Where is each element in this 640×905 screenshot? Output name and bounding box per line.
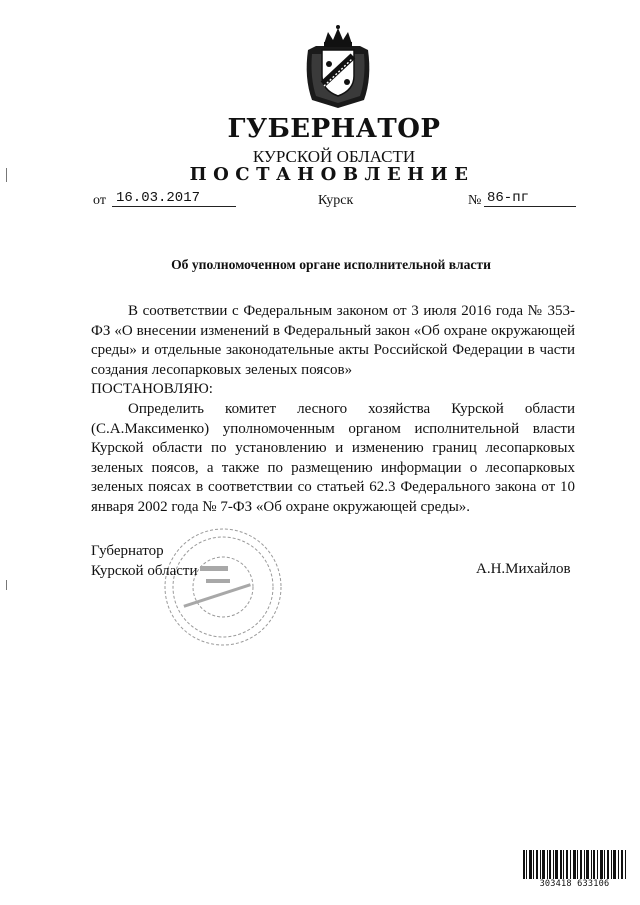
body-paragraph-2: Определить комитет лесного хозяйства Курской области (С.А.Максименко) уполномоченным органом исполнительной власти Курской области по установлению и изменению границ лесопарковых зеленых поясов, а также по размещению информации о лесопарковых зеленых поясах в соответствии со статьей 62.3 Федерального закона от 10 января 2002 года № 7-ФЗ «Об охране окружающей среды».: [91, 400, 575, 515]
number-underline: [484, 206, 576, 207]
kursk-coat-of-arms-icon: [302, 24, 374, 110]
document-date: 16.03.2017: [116, 190, 201, 206]
document-issuer-region: КУРСКОЙ ОБЛАСТИ: [252, 147, 416, 166]
signer-position-line-1: Губернатор: [91, 543, 164, 559]
signer-name: А.Н.Михайлов: [476, 561, 571, 577]
document-subject: Об уполномоченном органе исполнительной власти: [171, 257, 491, 272]
document-issuer-title: ГУБЕРНАТОР: [227, 114, 441, 144]
document-number: 86-пг: [487, 190, 530, 206]
document-body: [91, 302, 575, 518]
date-prefix: от: [93, 193, 106, 208]
barcode-number: 303418 633106: [521, 879, 628, 889]
date-underline: [112, 206, 236, 207]
document-city: Курск: [318, 193, 354, 208]
number-prefix: №: [468, 193, 482, 208]
signer-position-line-2: Курской области: [91, 562, 198, 579]
body-paragraph-1: В соответствии с Федеральным законом от 3 июля 2016 года № 353-ФЗ «О внесении изменений в Федеральный закон «Об охране окружающей среды» и отдельные законодательные акты Российской Федерации в части создания лесопарковых зеленых поясов»: [91, 303, 575, 378]
scan-edge-mark: [6, 580, 7, 590]
decree-word: ПОСТАНОВЛЯЮ:: [91, 381, 213, 398]
signer-position: [91, 542, 197, 581]
document-type: ПОСТАНОВЛЕНИЕ: [189, 164, 475, 185]
